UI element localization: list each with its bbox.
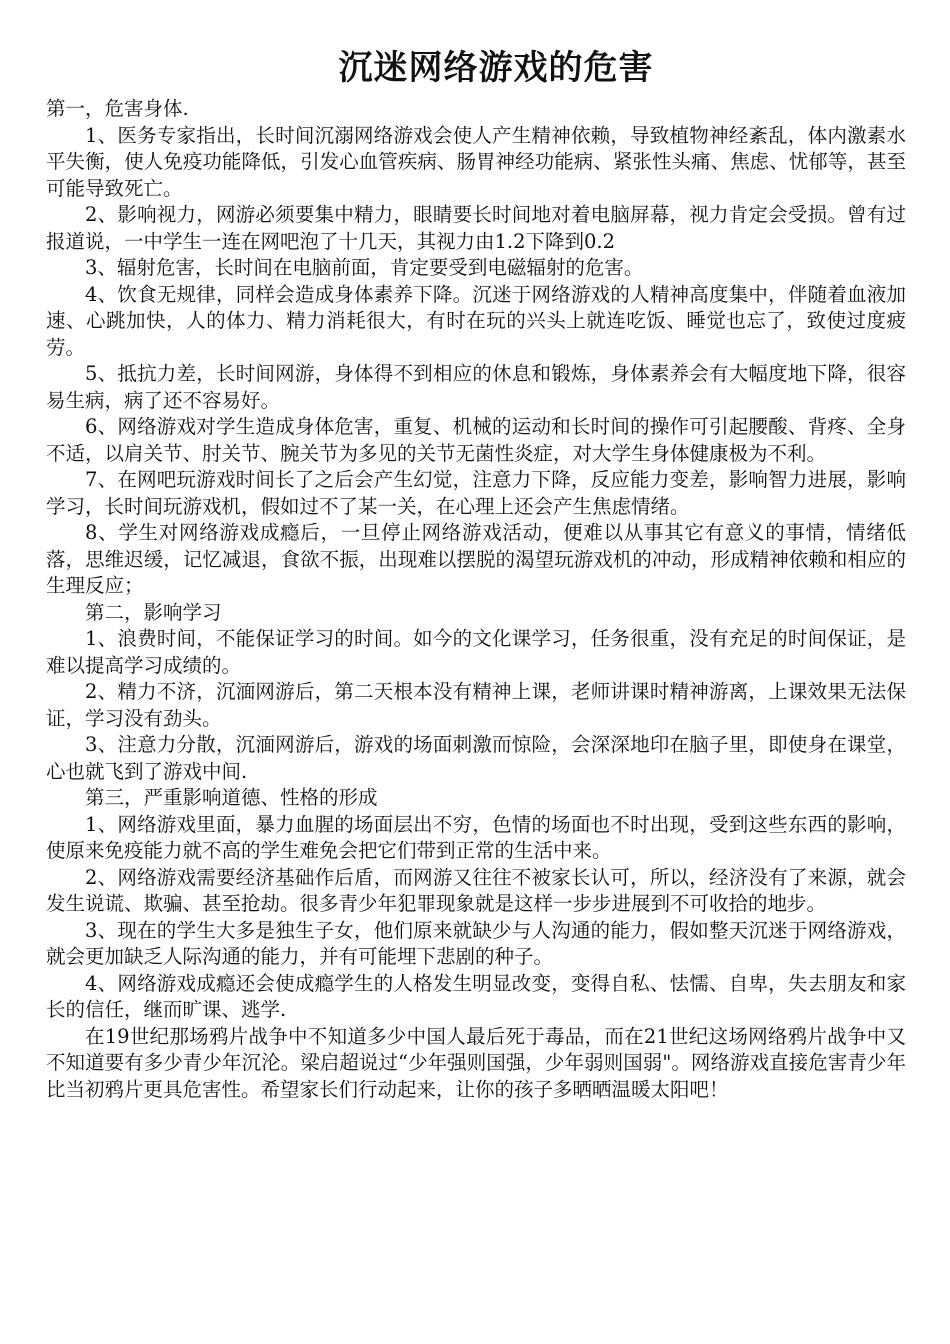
- body-paragraph: 2、精力不济，沉湎网游后，第二天根本没有精神上课，老师讲课时精神游离，上课效果无法保证，学习没有劲头。: [46, 680, 906, 730]
- body-paragraph: 在19世纪那场鸦片战争中不知道多少中国人最后死于毒品，而在21世纪这场网络鸦片战争中又不知道要有多少青少年沉沦。梁启超说过“少年强则国强，少年弱则国弱"。网络游戏直接危害青少年比当初鸦片更具危害性。希望家长们行动起来，让你的孩子多晒晒温暖太阳吧！: [46, 1024, 906, 1101]
- body-paragraph: 1、网络游戏里面，暴力血腥的场面层出不穷，色情的场面也不时出现，受到这些东西的影响，使原来免疫能力就不高的学生难免会把它们带到正常的生活中来。: [46, 812, 906, 862]
- document-title: 沉迷网络游戏的危害: [338, 48, 654, 88]
- body-paragraph: 第三，严重影响道德、性格的形成: [85, 786, 378, 809]
- body-paragraph: 4、饮食无规律，同样会造成身体素养下降。沉迷于网络游戏的人精神高度集中，伴随着血液加速、心跳加快，人的体力、精力消耗很大，有时在玩的兴头上就连吃饭、睡觉也忘了，致使过度疲劳。: [46, 282, 906, 359]
- body-paragraph: 7、在网吧玩游戏时间长了之后会产生幻觉，注意力下降，反应能力变差，影响智力进展，影响学习，长时间玩游戏机，假如过不了某一关，在心理上还会产生焦虑情绪。: [46, 468, 906, 518]
- body-paragraph: 1、医务专家指出，长时间沉溺网络游戏会使人产生精神依赖，导致植物神经紊乱，体内激素水平失衡，使人免疫功能降低，引发心血管疾病、肠胃神经功能病、紧张性头痛、焦虑、忧郁等，甚至可能导致死亡。: [46, 123, 906, 200]
- body-paragraph: 第一，危害身体.: [46, 97, 189, 120]
- body-paragraph: 3、辐射危害，长时间在电脑前面，肯定要受到电磁辐射的危害。: [85, 256, 644, 279]
- body-paragraph: 第二，影响学习: [85, 600, 222, 624]
- body-paragraph: 6、网络游戏对学生造成身体危害，重复、机械的运动和长时间的操作可引起腰酸、背疼、全身不适，以肩关节、肘关节、腕关节为多见的关节无菌性炎症，对大学生身体健康极为不利。: [46, 415, 906, 465]
- body-paragraph: 2、网络游戏需要经济基础作后盾，而网游又往往不被家长认可，所以，经济没有了来源，就会发生说谎、欺骗、甚至抢劫。很多青少年犯罪现象就是这样一步步进展到不可收拾的地步。: [46, 865, 906, 915]
- body-paragraph: 5、抵抗力差，长时间网游，身体得不到相应的休息和锻炼，身体素养会有大幅度地下降，很容易生病，病了还不容易好。: [46, 362, 906, 412]
- body-paragraph: 3、注意力分散，沉湎网游后，游戏的场面刺激而惊险，会深深地印在脑子里，即使身在课堂，心也就飞到了游戏中间.: [46, 733, 906, 783]
- body-paragraph: 8、学生对网络游戏成瘾后，一旦停止网络游戏活动，便难以从事其它有意义的事情，情绪低落，思维迟缓，记忆减退，食欲不振，出现难以摆脱的渴望玩游戏机的冲动，形成精神依赖和相应的生理反应；: [46, 521, 906, 597]
- document-page: [46, 40, 906, 1103]
- document-body: [46, 96, 906, 1103]
- body-paragraph: 4、网络游戏成瘾还会使成瘾学生的人格发生明显改变，变得自私、怯懦、自卑，失去朋友和家长的信任，继而旷课、逃学.: [46, 971, 906, 1021]
- body-paragraph: 1、浪费时间，不能保证学习的时间。如今的文化课学习，任务很重，没有充足的时间保证，是难以提高学习成绩的。: [46, 627, 906, 677]
- body-paragraph: 3、现在的学生大多是独生子女，他们原来就缺少与人沟通的能力，假如整天沉迷于网络游戏，就会更加缺乏人际沟通的能力，并有可能埋下悲剧的种子。: [46, 918, 906, 968]
- body-paragraph: 2、影响视力，网游必须要集中精力，眼睛要长时间地对着电脑屏幕，视力肯定会受损。曾有过报道说，一中学生一连在网吧泡了十几天，其视力由1.2下降到0.2: [46, 203, 906, 253]
